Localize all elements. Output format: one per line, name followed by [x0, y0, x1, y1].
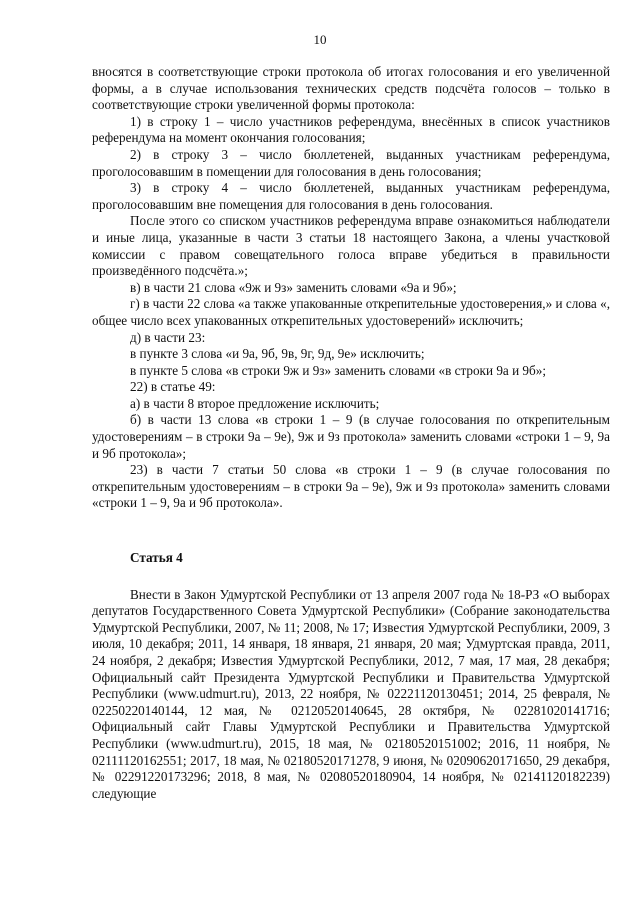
paragraph: 23) в части 7 статьи 50 слова «в строки 1 – 9 (в случае голосования по открепительным удостоверениям – в строки 9а – 9е), 9ж и 9з протокола» заменить словами «строки 1 – 9, 9а и 9б протокола». [92, 462, 610, 511]
paragraph: После этого со списком участников референдума вправе ознакомиться наблюдатели и иные лица, указанные в части 3 статьи 18 настоящего Закона, а члены участковой комиссии с правом совещательного голоса вправе убедиться в правильности произведённого подсчёта.»; [92, 213, 610, 279]
paragraph: 1) в строку 1 – число участников референдума, внесённых в список участников референдума на момент окончания голосования; [92, 113, 610, 146]
paragraph: вносятся в соответствующие строки протокола об итогах голосования и его увеличенной формы, а в случае использования технических средств подсчёта голосов – только в соответствующие строки увеличенной формы протокола: [92, 64, 610, 113]
article-heading: Статья 4 [130, 550, 183, 566]
paragraph: б) в части 13 слова «в строки 1 – 9 (в случае голосования по открепительным удостоверениям – в строки 9а – 9е), 9ж и 9з протокола» заменить словами «строки 1 – 9, 9а и 9б протокола»; [92, 412, 610, 461]
page-number: 10 [313, 32, 327, 47]
paragraph: а) в части 8 второе предложение исключить; [130, 395, 380, 411]
bottom-section [92, 587, 610, 803]
paragraph: в) в части 21 слова «9ж и 9з» заменить словами «9а и 9б»; [130, 279, 457, 295]
paragraph: 2) в строку 3 – число бюллетеней, выданных участникам референдума, проголосовавшим в помещении для голосования в день голосования; [92, 146, 610, 179]
paragraph: 22) в статье 49: [130, 379, 216, 395]
top-section [92, 64, 610, 512]
paragraph: 3) в строку 4 – число бюллетеней, выданных участникам референдума, проголосовавшим вне помещения для голосования в день голосования. [92, 180, 610, 212]
paragraph: д) в части 23: [130, 329, 206, 345]
paragraph: в пункте 5 слова «в строки 9ж и 9з» заменить словами «в строки 9а и 9б»; [130, 362, 546, 378]
paragraph: Внести в Закон Удмуртской Республики от 13 апреля 2007 года № 18-РЗ «О выборах депутатов Государственного Совета Удмуртской Республики» (Собрание законодательства Удмуртской Республики, 2007, № 11; 2008, № 17; Известия Удмуртской Республики, 2009, 3 июля, 10 декабря; 2011, 14 января, 18 января, 21 января, 20 мая; Удмуртская правда, 2011, 24 ноября, 2 декабря; Известия Удмуртской Республики, 2012, 7 мая, 17 мая, 28 декабря; Официальный сайт Президента Удмуртской Республики и Правительства Удмуртской Республики (www.udmurt.ru), 2013, 22 ноября, № 02221120130451; 2014, 25 февраля, № 02250220140144, 12 мая, № 02120520140645, 28 октября, № 02281020141716; Официальный сайт Главы Удмуртской Республики и Правительства Удмуртской Республики (www.udmurt.ru), 2015, 18 мая, № 02180520151002; 2016, 11 ноября, № 02111120162551; 2017, 18 мая, № 02180520171278, 9 июня, № 02090620171650, 29 декабря, № 02291220173296; 2018, 8 мая, № 02080520180904, 14 ноября, № 02141120182239) следующие [92, 586, 610, 801]
document-body [92, 64, 610, 802]
paragraph: в пункте 3 слова «и 9а, 9б, 9в, 9г, 9д, 9е» исключить; [130, 346, 425, 362]
paragraph: г) в части 22 слова «а также упакованные открепительные удостоверения,» и слова «, общее число всех упакованных открепительных удостоверений» исключить; [92, 296, 610, 328]
